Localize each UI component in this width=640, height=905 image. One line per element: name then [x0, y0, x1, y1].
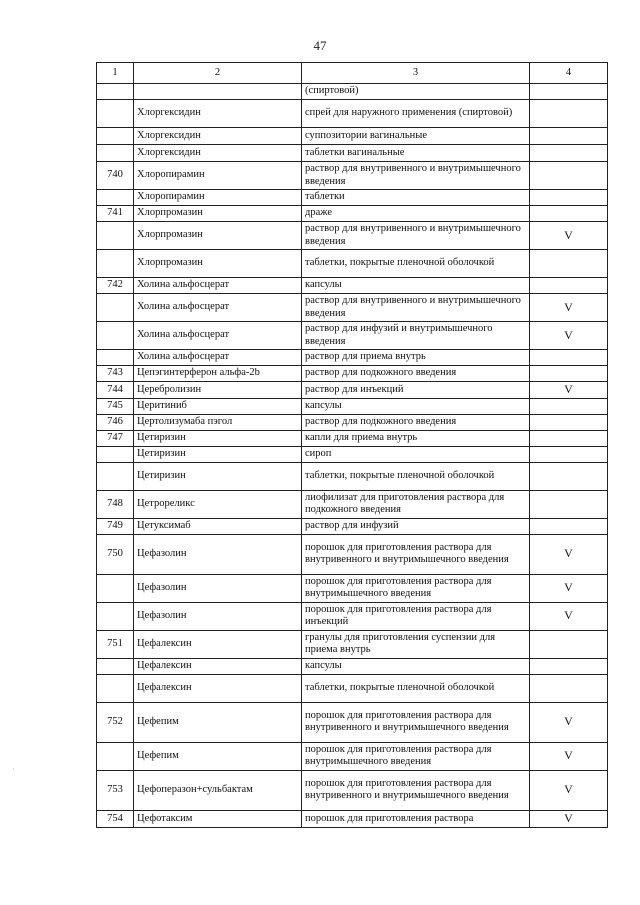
- mark-cell: [530, 250, 608, 278]
- mark-cell: [530, 462, 608, 490]
- dosage-form-cell: раствор для подкожного введения: [302, 414, 530, 430]
- row-number-cell: 750: [97, 534, 134, 574]
- row-number-cell: 754: [97, 810, 134, 827]
- table-row: [97, 128, 608, 145]
- mark-cell: V: [530, 222, 608, 250]
- table-row: [97, 518, 608, 534]
- mark-cell: V: [530, 702, 608, 742]
- table-row: [97, 462, 608, 490]
- row-number-cell: 744: [97, 382, 134, 399]
- drug-name-cell: Цетиризин: [134, 462, 302, 490]
- dosage-form-cell: раствор для инфузий: [302, 518, 530, 534]
- dosage-form-cell: таблетки, покрытые пленочной оболочкой: [302, 250, 530, 278]
- dosage-form-cell: порошок для приготовления раствора для внутривенного и внутримышечного введения: [302, 534, 530, 574]
- drug-name-cell: Хлорпромазин: [134, 250, 302, 278]
- column-header-3: 3: [302, 63, 530, 84]
- table-row: [97, 278, 608, 294]
- dosage-form-cell: раствор для подкожного введения: [302, 366, 530, 382]
- row-number-cell: 753: [97, 770, 134, 810]
- table-row: [97, 206, 608, 222]
- row-number-cell: 742: [97, 278, 134, 294]
- dosage-form-cell: драже: [302, 206, 530, 222]
- table-row: [97, 534, 608, 574]
- drug-name-cell: Цефазолин: [134, 574, 302, 602]
- dosage-form-cell: капсулы: [302, 658, 530, 674]
- column-header-4: 4: [530, 63, 608, 84]
- mark-cell: [530, 206, 608, 222]
- table-row: [97, 222, 608, 250]
- row-number-cell: 751: [97, 630, 134, 658]
- dosage-form-cell: таблетки, покрытые пленочной оболочкой: [302, 462, 530, 490]
- drug-name-cell: Цефоперазон+сульбактам: [134, 770, 302, 810]
- mark-cell: [530, 630, 608, 658]
- table-row: [97, 350, 608, 366]
- table-row: [97, 574, 608, 602]
- table-row: [97, 322, 608, 350]
- mark-cell: V: [530, 742, 608, 770]
- drug-name-cell: Хлорпромазин: [134, 222, 302, 250]
- mark-cell: [530, 518, 608, 534]
- mark-cell: V: [530, 770, 608, 810]
- mark-cell: [530, 128, 608, 145]
- mark-cell: [530, 145, 608, 162]
- table-row: [97, 430, 608, 446]
- drug-name-cell: Церитиниб: [134, 398, 302, 414]
- row-number-cell: 746: [97, 414, 134, 430]
- row-number-cell: [97, 100, 134, 128]
- medication-table: [96, 62, 608, 828]
- drug-name-cell: Цефепим: [134, 702, 302, 742]
- dosage-form-cell: сироп: [302, 446, 530, 462]
- row-number-cell: [97, 250, 134, 278]
- drug-name-cell: Цепэгинтерферон альфа-2b: [134, 366, 302, 382]
- drug-name-cell: Церебролизин: [134, 382, 302, 399]
- table-row: [97, 446, 608, 462]
- dosage-form-cell: порошок для приготовления раствора для внутривенного и внутримышечного введения: [302, 770, 530, 810]
- mark-cell: [530, 162, 608, 190]
- column-header-1: 1: [97, 63, 134, 84]
- dosage-form-cell: гранулы для приготовления суспензии для приема внутрь: [302, 630, 530, 658]
- drug-name-cell: Цефалексин: [134, 630, 302, 658]
- dosage-form-cell: раствор для инъекций: [302, 382, 530, 399]
- table-row: [97, 658, 608, 674]
- table-row: [97, 630, 608, 658]
- row-number-cell: [97, 294, 134, 322]
- drug-name-cell: Холина альфосцерат: [134, 278, 302, 294]
- row-number-cell: [97, 462, 134, 490]
- row-number-cell: 740: [97, 162, 134, 190]
- dosage-form-cell: суппозитории вагинальные: [302, 128, 530, 145]
- dosage-form-cell: лиофилизат для приготовления раствора для подкожного введения: [302, 490, 530, 518]
- row-number-cell: 743: [97, 366, 134, 382]
- row-number-cell: [97, 222, 134, 250]
- table-row: [97, 414, 608, 430]
- table-row: [97, 250, 608, 278]
- dosage-form-cell: порошок для приготовления раствора для внутримышечного введения: [302, 574, 530, 602]
- mark-cell: [530, 350, 608, 366]
- row-number-cell: 745: [97, 398, 134, 414]
- drug-name-cell: Холина альфосцерат: [134, 322, 302, 350]
- dosage-form-cell: раствор для внутривенного и внутримышечного введения: [302, 294, 530, 322]
- dosage-form-cell: капсулы: [302, 278, 530, 294]
- drug-name-cell: Цефалексин: [134, 658, 302, 674]
- table-row: [97, 398, 608, 414]
- table-row: [97, 382, 608, 399]
- drug-name-cell: Хлоргексидин: [134, 145, 302, 162]
- drug-name-cell: Цетиризин: [134, 446, 302, 462]
- drug-name-cell: Цетуксимаб: [134, 518, 302, 534]
- row-number-cell: [97, 322, 134, 350]
- header-row: [97, 63, 608, 84]
- dosage-form-cell: порошок для приготовления раствора для внутривенного и внутримышечного введения: [302, 702, 530, 742]
- mark-cell: [530, 100, 608, 128]
- row-number-cell: [97, 658, 134, 674]
- drug-name-cell: Цефалексин: [134, 674, 302, 702]
- table-row: [97, 100, 608, 128]
- dosage-form-cell: порошок для приготовления раствора для внутримышечного введения: [302, 742, 530, 770]
- row-number-cell: [97, 84, 134, 100]
- row-number-cell: 749: [97, 518, 134, 534]
- dosage-form-cell: капсулы: [302, 398, 530, 414]
- table-row: [97, 84, 608, 100]
- row-number-cell: 747: [97, 430, 134, 446]
- mark-cell: [530, 430, 608, 446]
- drug-name-cell: Цетиризин: [134, 430, 302, 446]
- dosage-form-cell: (спиртовой): [302, 84, 530, 100]
- table-row: [97, 490, 608, 518]
- mark-cell: V: [530, 382, 608, 399]
- dosage-form-cell: раствор для внутривенного и внутримышечного введения: [302, 162, 530, 190]
- dosage-form-cell: спрей для наружного применения (спиртовой): [302, 100, 530, 128]
- mark-cell: [530, 658, 608, 674]
- row-number-cell: 752: [97, 702, 134, 742]
- drug-name-cell: Хлоргексидин: [134, 100, 302, 128]
- mark-cell: V: [530, 294, 608, 322]
- table-row: [97, 294, 608, 322]
- margin-dot: ·: [12, 765, 15, 774]
- drug-name-cell: Цефазолин: [134, 602, 302, 630]
- table-row: [97, 366, 608, 382]
- mark-cell: V: [530, 602, 608, 630]
- mark-cell: [530, 446, 608, 462]
- dosage-form-cell: порошок для приготовления раствора для инъекций: [302, 602, 530, 630]
- mark-cell: [530, 366, 608, 382]
- drug-name-cell: Хлоропирамин: [134, 162, 302, 190]
- row-number-cell: 741: [97, 206, 134, 222]
- mark-cell: [530, 490, 608, 518]
- table-row: [97, 145, 608, 162]
- mark-cell: [530, 674, 608, 702]
- row-number-cell: [97, 602, 134, 630]
- drug-name-cell: Цефепим: [134, 742, 302, 770]
- dosage-form-cell: таблетки: [302, 190, 530, 206]
- table-row: [97, 602, 608, 630]
- drug-name-cell: Хлорпромазин: [134, 206, 302, 222]
- drug-name-cell: [134, 84, 302, 100]
- drug-name-cell: Цефазолин: [134, 534, 302, 574]
- mark-cell: [530, 398, 608, 414]
- drug-name-cell: Хлоргексидин: [134, 128, 302, 145]
- row-number-cell: [97, 350, 134, 366]
- row-number-cell: [97, 574, 134, 602]
- table-row: [97, 674, 608, 702]
- dosage-form-cell: капли для приема внутрь: [302, 430, 530, 446]
- drug-name-cell: Цетрореликс: [134, 490, 302, 518]
- row-number-cell: [97, 128, 134, 145]
- mark-cell: [530, 190, 608, 206]
- mark-cell: [530, 278, 608, 294]
- row-number-cell: [97, 742, 134, 770]
- table-row: [97, 810, 608, 827]
- table-row: [97, 702, 608, 742]
- row-number-cell: [97, 446, 134, 462]
- table-body: [97, 84, 608, 828]
- drug-name-cell: Холина альфосцерат: [134, 350, 302, 366]
- table-row: [97, 190, 608, 206]
- mark-cell: V: [530, 810, 608, 827]
- row-number-cell: 748: [97, 490, 134, 518]
- dosage-form-cell: раствор для инфузий и внутримышечного введения: [302, 322, 530, 350]
- mark-cell: [530, 414, 608, 430]
- page-number: 47: [313, 38, 327, 53]
- row-number-cell: [97, 145, 134, 162]
- drug-name-cell: Цертолизумаба пэгол: [134, 414, 302, 430]
- drug-name-cell: Холина альфосцерат: [134, 294, 302, 322]
- dosage-form-cell: раствор для внутривенного и внутримышечного введения: [302, 222, 530, 250]
- drug-name-cell: Хлоропирамин: [134, 190, 302, 206]
- dosage-form-cell: порошок для приготовления раствора: [302, 810, 530, 827]
- mark-cell: V: [530, 322, 608, 350]
- row-number-cell: [97, 190, 134, 206]
- dosage-form-cell: таблетки, покрытые пленочной оболочкой: [302, 674, 530, 702]
- column-header-2: 2: [134, 63, 302, 84]
- row-number-cell: [97, 674, 134, 702]
- mark-cell: V: [530, 574, 608, 602]
- table-row: [97, 742, 608, 770]
- drug-name-cell: Цефотаксим: [134, 810, 302, 827]
- dosage-form-cell: таблетки вагинальные: [302, 145, 530, 162]
- dosage-form-cell: раствор для приема внутрь: [302, 350, 530, 366]
- mark-cell: V: [530, 534, 608, 574]
- table-row: [97, 162, 608, 190]
- table-row: [97, 770, 608, 810]
- mark-cell: [530, 84, 608, 100]
